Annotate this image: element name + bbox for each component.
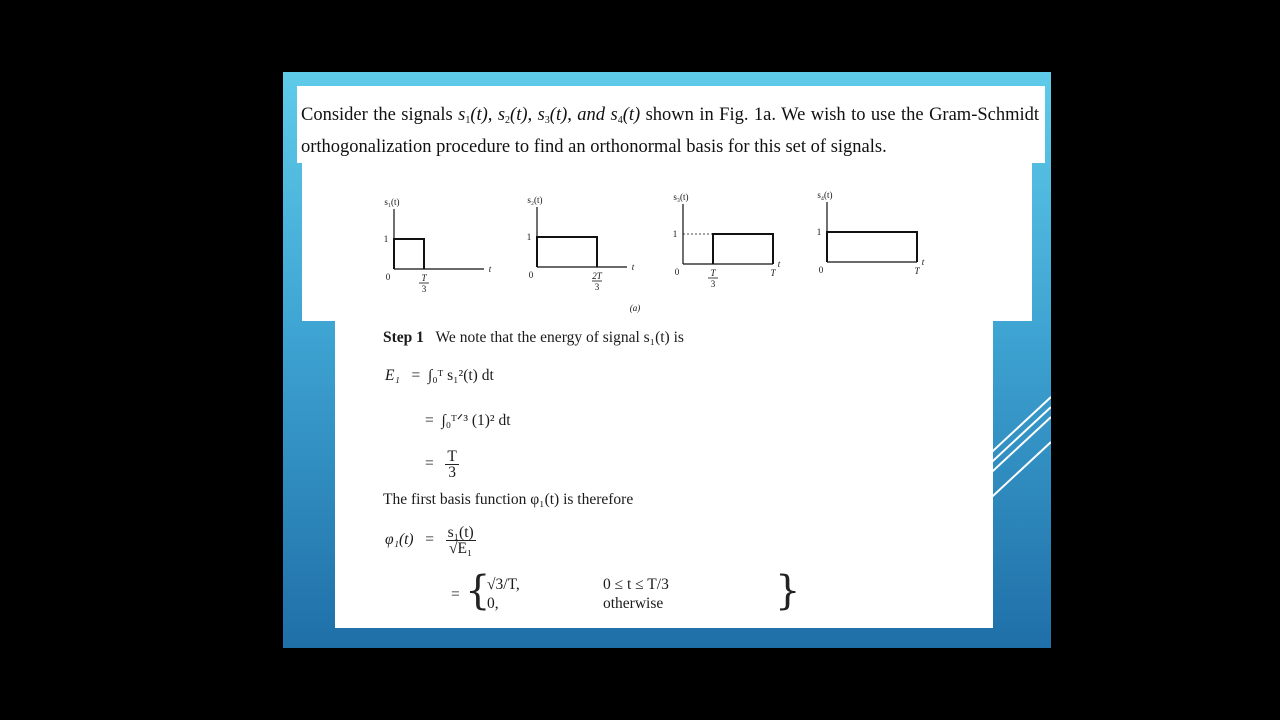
plot-1-pulse xyxy=(394,239,424,269)
step-1-line: Step 1 We note that the energy of signal s₁(t) is xyxy=(383,329,684,346)
plot-3-pulse xyxy=(713,234,773,264)
plot-3-tick-T: T xyxy=(770,268,776,278)
plot-4-t-label: t xyxy=(921,257,925,267)
plot-4-zero-label: 0 xyxy=(818,265,824,275)
energy-line-2: = ∫₀ᵀᐟ³ (1)² dt xyxy=(425,412,511,429)
plot-3-tick-den: 3 xyxy=(710,279,716,289)
plot-3-ylabel: s₃(t) xyxy=(673,192,689,202)
plot-1-ylabel: s₁(t) xyxy=(384,197,400,207)
phi-definition: φ₁(t) = $\frac{\text{s₁(t)}}{\text{√E₁}}$ xyxy=(385,524,474,557)
plot-2-ylabel: s₂(t) xyxy=(527,195,543,205)
left-brace: { xyxy=(465,568,491,614)
plot-4-ylabel: s₄(t) xyxy=(817,190,833,200)
plot-2-zero-label: 0 xyxy=(528,270,534,280)
energy-line-1: E₁ = ∫₀ᵀ s₁²(t) dt xyxy=(385,367,494,384)
solution-box xyxy=(335,321,993,628)
energy-line-3: = $\frac{T}{3}$ xyxy=(425,448,457,481)
signal-figure xyxy=(302,163,1032,321)
case-2-condition: otherwise xyxy=(603,595,664,612)
plot-3-zero-label: 0 xyxy=(674,267,680,277)
plot-3-tick-num: T xyxy=(710,268,716,278)
problem-statement: Consider the signals $s_1(t)$, $s_2(t)$, $s_3(t)$, and $s_4(t)$ shown in Fig. 1a. We wish to use the Gram-Schmidt orthogonalization procedure to find an orthonormal basis for this set of signals. xyxy=(301,105,1040,157)
phi-cases-eq: = xyxy=(451,586,460,603)
plot-4-one-label: 1 xyxy=(816,227,822,237)
slide xyxy=(283,72,1051,648)
problem-statement-box xyxy=(297,86,1045,163)
case-1-condition: 0 ≤ t ≤ T/3 xyxy=(603,576,669,593)
plot-3-one-label: 1 xyxy=(672,229,678,239)
phi-fraction: $\frac{\text{s₁(t)}}{\text{√E₁}}$ xyxy=(447,524,474,557)
plot-1-one-label: 1 xyxy=(383,234,389,244)
right-brace: } xyxy=(775,568,801,614)
plot-4-pulse xyxy=(827,232,917,262)
plot-1-tick-num: T xyxy=(421,273,427,283)
figure-caption: (a) xyxy=(629,303,641,313)
basis-function-intro: The first basis function φ₁(t) is therefore xyxy=(383,491,634,508)
plot-1-tick-den: 3 xyxy=(421,284,427,294)
case-1: √3/T, xyxy=(487,576,520,593)
plot-2-tick-den: 3 xyxy=(594,282,600,292)
signal-plots xyxy=(302,163,1032,321)
plot-3-t-label: t xyxy=(777,259,781,269)
plot-1-zero-label: 0 xyxy=(385,272,391,282)
plot-2-tick-num: 2T xyxy=(592,271,602,281)
case-2: 0, xyxy=(487,595,499,612)
plot-2-pulse xyxy=(537,237,597,267)
plot-2-t-label: t xyxy=(631,262,635,272)
plot-2-one-label: 1 xyxy=(526,232,532,242)
plot-1-t-label: t xyxy=(488,264,492,274)
t-over-3-fraction: $\frac{T}{3}$ xyxy=(447,448,457,481)
plot-4-tick-T: T xyxy=(914,266,920,276)
